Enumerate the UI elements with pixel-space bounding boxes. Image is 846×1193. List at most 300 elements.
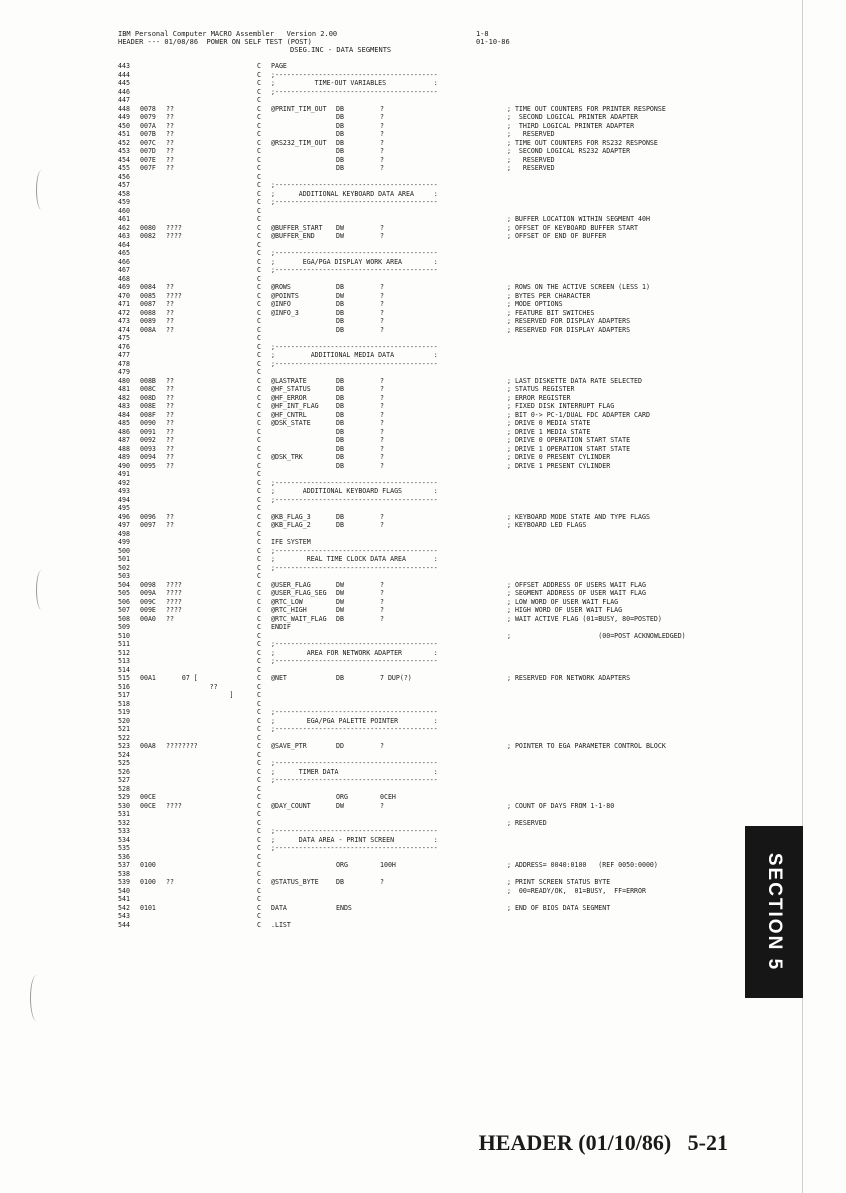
line-number: 509 [118, 623, 130, 631]
opcode: DB [336, 130, 344, 138]
include-flag: C [257, 240, 261, 249]
comment: ; POINTER TO EGA PARAMETER CONTROL BLOCK [507, 742, 666, 750]
location: 00A0 [140, 614, 156, 623]
listing-line [118, 904, 748, 913]
line-number: 445 [118, 79, 130, 87]
include-flag: C [257, 291, 261, 300]
include-flag: C [257, 359, 261, 368]
line-number: 494 [118, 495, 130, 504]
opcode: DW [336, 606, 344, 614]
line-number: 448 [118, 104, 130, 113]
comment: ; ERROR REGISTER [507, 393, 571, 402]
line-number: 514 [118, 665, 130, 674]
operand: 100H [380, 861, 396, 869]
listing-line [118, 649, 748, 658]
include-flag: C [257, 665, 261, 674]
line-number: 491 [118, 470, 130, 478]
location: 00CE [140, 801, 156, 810]
listing-line [118, 122, 748, 131]
line-number: 544 [118, 920, 130, 929]
line-number: 527 [118, 776, 130, 784]
comment-box: ; ADDITIONAL KEYBOARD DATA AREA : [271, 189, 438, 198]
listing-line [118, 198, 748, 207]
listing-line [118, 360, 748, 369]
operand: ? [380, 232, 384, 240]
include-flag: C [257, 385, 261, 393]
include-flag: C [257, 521, 261, 529]
comment: ; ADDRESS= 0040:0100 (REF 0050:0000) [507, 861, 658, 869]
opcode: DB [336, 521, 344, 529]
listing-line [118, 130, 748, 139]
comment: ; RESERVED FOR DISPLAY ADAPTERS [507, 317, 631, 325]
listing-line [118, 895, 748, 904]
location: 007A [140, 121, 156, 130]
include-flag: C [257, 546, 261, 555]
listing-line [118, 496, 748, 505]
location: 007C [140, 138, 156, 147]
include-flag: C [257, 580, 261, 589]
line-number: 543 [118, 912, 130, 920]
listing-line [118, 190, 748, 199]
include-flag: C [257, 130, 261, 138]
include-flag: C [257, 198, 261, 206]
location: 00A1 [140, 674, 156, 682]
label: @HF_CNTRL [271, 410, 307, 419]
include-flag: C [257, 453, 261, 461]
include-flag: C [257, 844, 261, 852]
opcode: DB [336, 104, 344, 113]
line-number: 451 [118, 130, 130, 138]
object-code: ?? [166, 521, 174, 529]
include-flag: C [257, 87, 261, 96]
binding-mark-upper [36, 170, 47, 210]
include-flag: C [257, 478, 261, 487]
label: @USER_FLAG_SEG [271, 589, 327, 597]
line-number: 528 [118, 784, 130, 793]
label: @PRINT_TIM_OUT [271, 104, 327, 113]
label: @LASTRATE [271, 376, 307, 385]
margin-rule [802, 0, 803, 1193]
label: @INFO [271, 300, 291, 308]
operand: ? [380, 606, 384, 614]
label: @RTC_WAIT_FLAG [271, 614, 327, 623]
include-flag: C [257, 699, 261, 708]
listing-line [118, 776, 748, 785]
line-number: 496 [118, 512, 130, 521]
opcode: DB [336, 164, 344, 172]
comment: ; HIGH WORD OF USER WAIT FLAG [507, 606, 623, 614]
listing-line [118, 912, 748, 921]
listing-line [118, 377, 748, 386]
comment: ; (00=POST ACKNOWLEDGED) [507, 631, 686, 640]
include-flag: C [257, 903, 261, 912]
operand: ? [380, 410, 384, 419]
comment-box: ; DATA AREA - PRINT SCREEN : [271, 835, 438, 844]
comment: ; TIME OUT COUNTERS FOR RS232 RESPONSE [507, 138, 658, 147]
location: 008A [140, 325, 156, 334]
include-flag: C [257, 793, 261, 801]
comment: ; DRIVE 1 MEDIA STATE [507, 427, 591, 436]
include-flag: C [257, 206, 261, 215]
object-code: ?? [166, 410, 174, 419]
operand: ? [380, 444, 384, 453]
label: @HF_STATUS [271, 385, 311, 393]
location: 007D [140, 147, 156, 155]
operand: ? [380, 104, 384, 113]
listing-line [118, 351, 748, 360]
opcode: DW [336, 801, 344, 810]
location: 008B [140, 376, 156, 385]
listing-line [118, 538, 748, 547]
line-number: 469 [118, 283, 130, 291]
line-number: 538 [118, 869, 130, 878]
line-number: 526 [118, 767, 130, 776]
comment: ; PRINT SCREEN STATUS BYTE [507, 878, 611, 886]
object-code: ?? [166, 130, 174, 138]
include-flag: C [257, 436, 261, 444]
label: @HF_INT_FLAG [271, 402, 319, 410]
line-number: 482 [118, 393, 130, 402]
line-number: 532 [118, 818, 130, 827]
listing-line [118, 181, 748, 190]
location: 0093 [140, 444, 156, 453]
comment: ; DRIVE 0 MEDIA STATE [507, 419, 591, 427]
listing-line [118, 105, 748, 114]
line-number: 495 [118, 504, 130, 512]
listing-line [118, 300, 748, 309]
line-number: 476 [118, 342, 130, 351]
include-flag: C [257, 810, 261, 818]
opcode: ORG [336, 793, 348, 801]
line-number: 462 [118, 223, 130, 232]
location: 0094 [140, 453, 156, 461]
line-number: 464 [118, 240, 130, 249]
include-flag: C [257, 419, 261, 427]
line-number: 459 [118, 198, 130, 206]
include-flag: C [257, 495, 261, 504]
comment: ; OFFSET OF END OF BUFFER [507, 232, 607, 240]
line-number: 472 [118, 308, 130, 317]
operand: ? [380, 283, 384, 291]
location: 009E [140, 606, 156, 614]
operand: 0CEH [380, 793, 396, 801]
location: 008C [140, 385, 156, 393]
include-flag: C [257, 113, 261, 121]
comment: ; RESERVED [507, 818, 547, 827]
include-flag: C [257, 869, 261, 878]
include-flag: C [257, 878, 261, 886]
object-code: ?? [166, 138, 174, 147]
comment: ; FEATURE BIT SWITCHES [507, 308, 595, 317]
listing-line [118, 164, 748, 173]
comment-box: ;----------------------------------------- [271, 546, 438, 555]
comment-box: ;----------------------------------------- [271, 70, 438, 79]
comment: ; MODE OPTIONS [507, 300, 563, 308]
comment-box: ;----------------------------------------- [271, 725, 438, 733]
line-number: 515 [118, 674, 130, 682]
include-flag: C [257, 257, 261, 266]
listing-line [118, 725, 748, 734]
listing-line [118, 232, 748, 241]
line-number: 446 [118, 87, 130, 96]
comment-box: ; ADDITIONAL MEDIA DATA : [271, 351, 438, 359]
comment: ; ROWS ON THE ACTIVE SCREEN (LESS 1) [507, 283, 650, 291]
listing-line [118, 79, 748, 88]
listing-line [118, 734, 748, 743]
opcode: DB [336, 427, 344, 436]
line-number: 516 [118, 682, 130, 691]
include-flag: C [257, 759, 261, 767]
listing-line [118, 819, 748, 828]
include-flag: C [257, 393, 261, 402]
line-number: 512 [118, 648, 130, 657]
listing-line [118, 326, 748, 335]
operand: ? [380, 130, 384, 138]
location: 0097 [140, 521, 156, 529]
object-code: ?? [166, 300, 174, 308]
line-number: 499 [118, 538, 130, 546]
comment: ; COUNT OF DAYS FROM 1-1-80 [507, 801, 615, 810]
object-code: ?? [166, 283, 174, 291]
label: @KB_FLAG_2 [271, 521, 311, 529]
object-code: ???? [166, 291, 182, 300]
line-number: 452 [118, 138, 130, 147]
include-flag: C [257, 504, 261, 512]
include-flag: C [257, 767, 261, 776]
line-number: 480 [118, 376, 130, 385]
location: 007E [140, 155, 156, 164]
listing-line [118, 241, 748, 250]
label: @SAVE_PTR [271, 742, 307, 750]
line-number: 540 [118, 886, 130, 895]
comment-box: ;----------------------------------------- [271, 563, 438, 572]
object-code: ?? [166, 147, 174, 155]
line-number: 529 [118, 793, 130, 801]
line-number: 474 [118, 325, 130, 334]
include-flag: C [257, 606, 261, 614]
location: 0092 [140, 436, 156, 444]
label: DATA [271, 903, 287, 912]
label: IFE SYSTEM [271, 538, 311, 546]
listing-line [118, 385, 748, 394]
include-flag: C [257, 461, 261, 470]
object-code: ?? [166, 113, 174, 121]
line-number: 522 [118, 733, 130, 742]
comment: ; BYTES PER CHARACTER [507, 291, 591, 300]
listing-line [118, 283, 748, 292]
listing-line [118, 921, 748, 930]
comment-box: ;----------------------------------------- [271, 640, 438, 648]
operand: ? [380, 325, 384, 334]
comment: ; KEYBOARD LED FLAGS [507, 521, 587, 529]
listing-line [118, 207, 748, 216]
include-flag: C [257, 716, 261, 725]
object-code: ?? [166, 104, 174, 113]
line-number: 519 [118, 708, 130, 716]
include-flag: C [257, 351, 261, 359]
location: 0089 [140, 317, 156, 325]
comment: ; DRIVE 1 OPERATION START STATE [507, 444, 631, 453]
line-number: 535 [118, 844, 130, 852]
comment: ; DRIVE 1 PRESENT CYLINDER [507, 461, 611, 470]
comment-box: ;----------------------------------------- [271, 495, 438, 504]
opcode: DB [336, 436, 344, 444]
listing-line [118, 394, 748, 403]
include-flag: C [257, 784, 261, 793]
line-number: 460 [118, 206, 130, 215]
listing-line [118, 139, 748, 148]
opcode: DB [336, 121, 344, 130]
label: @DAY_COUNT [271, 801, 311, 810]
opcode: DB [336, 147, 344, 155]
operand: ? [380, 376, 384, 385]
line-number: 537 [118, 861, 130, 869]
comment: ; THIRD LOGICAL PRINTER ADAPTER [507, 121, 635, 130]
location: 008D [140, 393, 156, 402]
opcode: DB [336, 461, 344, 470]
comment: ; DRIVE 0 OPERATION START STATE [507, 436, 631, 444]
listing-line [118, 657, 748, 666]
listing-line [118, 487, 748, 496]
object-code: ?? [166, 317, 174, 325]
header-include-file: DSEG.INC - DATA SEGMENTS [290, 46, 392, 54]
label: @RTC_LOW [271, 597, 303, 606]
opcode: ENDS [336, 903, 352, 912]
page-footer: HEADER (01/10/86) 5-21 [478, 1130, 728, 1155]
comment: ; BIT 0-> PC-1/DUAL FDC ADAPTER CARD [507, 410, 650, 419]
line-number: 487 [118, 436, 130, 444]
operand: ? [380, 597, 384, 606]
operand: ? [380, 113, 384, 121]
opcode: DB [336, 325, 344, 334]
line-number: 457 [118, 181, 130, 189]
listing-line [118, 504, 748, 513]
include-flag: C [257, 623, 261, 631]
listing-line [118, 419, 748, 428]
listing-line [118, 402, 748, 411]
line-number: 504 [118, 580, 130, 589]
listing-line [118, 555, 748, 564]
line-number: 488 [118, 444, 130, 453]
listing-line [118, 224, 748, 233]
include-flag: C [257, 529, 261, 538]
include-flag: C [257, 708, 261, 716]
opcode: DW [336, 597, 344, 606]
comment: ; RESERVED [507, 155, 555, 164]
object-code: ?? [166, 419, 174, 427]
object-code: ?? [166, 436, 174, 444]
include-flag: C [257, 283, 261, 291]
line-number: 508 [118, 614, 130, 623]
opcode: DW [336, 232, 344, 240]
listing-line [118, 445, 748, 454]
line-number: 506 [118, 597, 130, 606]
object-code: ???????? [166, 742, 198, 750]
comment: ; WAIT ACTIVE FLAG (01=BUSY, 80=POSTED) [507, 614, 662, 623]
include-flag: C [257, 368, 261, 376]
comment: ; RESERVED FOR DISPLAY ADAPTERS [507, 325, 631, 334]
listing-line [118, 309, 748, 318]
line-number: 444 [118, 70, 130, 79]
listing-line [118, 88, 748, 97]
comment: ; STATUS REGISTER [507, 385, 575, 393]
object-code: ?? [166, 444, 174, 453]
line-number: 456 [118, 172, 130, 181]
include-flag: C [257, 308, 261, 317]
include-flag: C [257, 70, 261, 79]
listing-line [118, 802, 748, 811]
label: @DSK_TRK [271, 453, 303, 461]
comment-box: ;----------------------------------------- [271, 478, 438, 487]
line-number: 483 [118, 402, 130, 410]
include-flag: C [257, 555, 261, 563]
comment: ; FIXED DISK INTERRUPT FLAG [507, 402, 615, 410]
include-flag: C [257, 487, 261, 495]
header-subtitle: HEADER --- 01/08/86 POWER ON SELF TEST (POST) [118, 38, 312, 46]
listing-line [118, 810, 748, 819]
line-number: 477 [118, 351, 130, 359]
line-number: 490 [118, 461, 130, 470]
label: @ROWS [271, 283, 291, 291]
operand: ? [380, 878, 384, 886]
location: 007F [140, 164, 156, 172]
line-number: 505 [118, 589, 130, 597]
object-code: 07 [ [166, 674, 198, 682]
opcode: DB [336, 300, 344, 308]
include-flag: C [257, 742, 261, 750]
listing-line [118, 173, 748, 182]
label: @STATUS_BYTE [271, 878, 319, 886]
comment-box: ;----------------------------------------- [271, 776, 438, 784]
object-code: ?? [166, 385, 174, 393]
include-flag: C [257, 852, 261, 861]
object-code: ?? [166, 614, 174, 623]
include-flag: C [257, 266, 261, 274]
opcode: DB [336, 317, 344, 325]
line-number: 454 [118, 155, 130, 164]
header-date: 01-10-86 [476, 38, 510, 46]
object-code: ?? [166, 308, 174, 317]
include-flag: C [257, 912, 261, 920]
opcode: DB [336, 155, 344, 164]
location: 0078 [140, 104, 156, 113]
listing-line [118, 887, 748, 896]
comment: ; OFFSET OF KEYBOARD BUFFER START [507, 223, 639, 232]
line-number: 536 [118, 852, 130, 861]
listing-line [118, 368, 748, 377]
line-number: 518 [118, 699, 130, 708]
include-flag: C [257, 818, 261, 827]
include-flag: C [257, 614, 261, 623]
opcode: DW [336, 223, 344, 232]
opcode: DB [336, 410, 344, 419]
include-flag: C [257, 300, 261, 308]
comment-box: ;----------------------------------------- [271, 759, 438, 767]
include-flag: C [257, 223, 261, 232]
listing-line [118, 343, 748, 352]
line-number: 530 [118, 801, 130, 810]
operand: ? [380, 138, 384, 147]
listing-line [118, 513, 748, 522]
operand: ? [380, 461, 384, 470]
include-flag: C [257, 470, 261, 478]
include-flag: C [257, 410, 261, 419]
listing-line [118, 742, 748, 751]
comment-box: ;----------------------------------------- [271, 708, 438, 716]
include-flag: C [257, 682, 261, 691]
comment: ; DRIVE 0 PRESENT CYLINDER [507, 453, 611, 461]
object-code: ?? [166, 427, 174, 436]
